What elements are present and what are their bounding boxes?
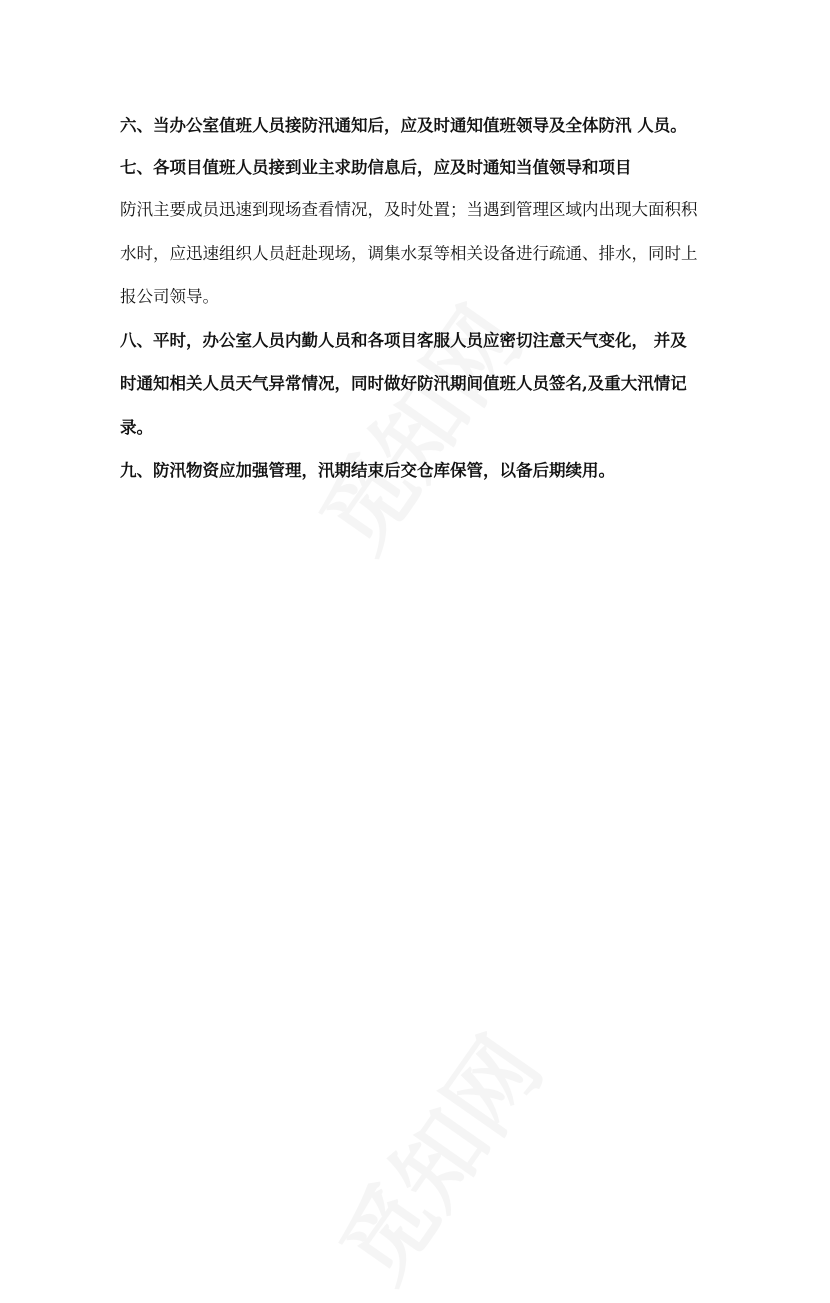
item-8-line-3: 录。 <box>120 418 153 437</box>
item-9-line-1: 九、防汛物资应加强管理，汛期结束后交仓库保管，以备后期续用。 <box>120 461 615 480</box>
item-8-line-1: 八、平时，办公室人员内勤人员和各项目客服人员应密切注意天气变化， 并及 <box>120 331 687 350</box>
item-7-body-line-2: 水时，应迅速组织人员赶赴现场，调集水泵等相关设备进行疏通、排水，同时上 <box>120 244 698 263</box>
watermark-bottom <box>304 1007 565 1303</box>
item-7-line-1: 七、各项目值班人员接到业主求助信息后，应及时通知当值领导和项目 <box>120 158 632 177</box>
item-6-line-1: 六、当办公室值班人员接防汛通知后，应及时通知值班领导及全体防汛 人员。 <box>120 116 687 135</box>
item-7-body-line-3: 报公司领导。 <box>120 287 219 306</box>
item-7-body-line-1: 防汛主要成员迅速到现场查看情况，及时处置；当遇到管理区域内出现大面积积 <box>120 200 698 219</box>
item-8-line-2: 时通知相关人员天气异常情况，同时做好防汛期间值班人员签名,及重大汛情记 <box>120 374 687 393</box>
